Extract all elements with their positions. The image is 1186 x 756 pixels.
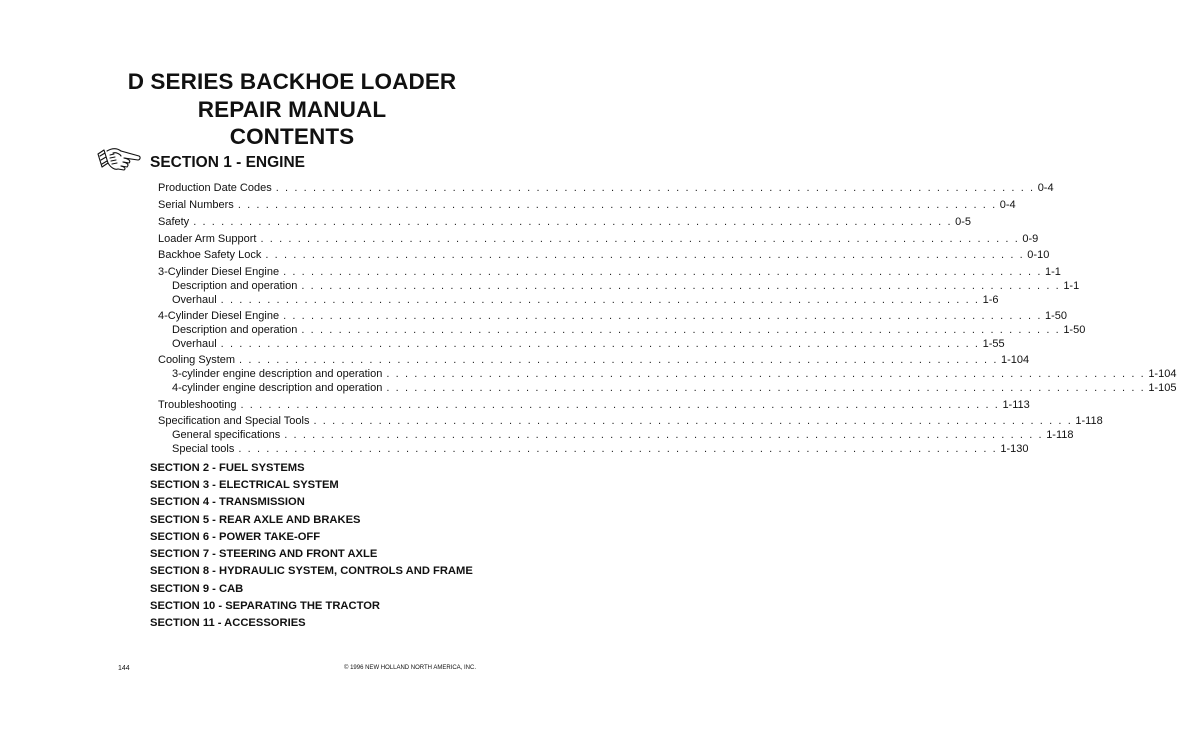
toc-entry-label: 3-Cylinder Diesel Engine — [158, 266, 280, 278]
toc-entry-label: Special tools — [172, 443, 235, 455]
toc-entry-label: 4-cylinder engine description and operation — [172, 382, 383, 394]
title-line-1: D SERIES BACKHOE LOADER — [127, 69, 457, 94]
dot-leader: . . . . . . . . . . . . . . . . . . . . . . . . . . . . . . . . . . . . . . . . . . . . . . . . . . . . . . . . . . . . . . . . . . . . . . . . . . . . . . . . . . — [301, 324, 1061, 336]
title-line-3: CONTENTS — [229, 124, 355, 149]
toc-entry[interactable] — [0, 353, 1030, 367]
toc-entry[interactable] — [0, 442, 1029, 456]
toc-entry-label: Cooling System — [158, 354, 236, 366]
toc-entry[interactable] — [0, 232, 1039, 246]
section-heading[interactable]: SECTION 7 - STEERING AND FRONT AXLE — [150, 548, 378, 560]
toc-entry-page: 1-118 — [1046, 429, 1074, 441]
toc-entry-page: 1-55 — [982, 338, 1005, 350]
section-heading[interactable]: SECTION 9 - CAB — [150, 583, 244, 595]
toc-entry[interactable] — [0, 428, 1074, 442]
toc-entry-page: 1-50 — [1045, 310, 1068, 322]
toc-entry-label: Description and operation — [172, 324, 298, 336]
toc-entry[interactable] — [0, 279, 1080, 293]
section-1-heading: SECTION 1 - ENGINE — [150, 154, 306, 171]
toc-entry[interactable] — [0, 215, 972, 229]
dot-leader: . . . . . . . . . . . . . . . . . . . . . . . . . . . . . . . . . . . . . . . . . . . . . . . . . . . . . . . . . . . . . . . . . . . . . . . . . . . . . . . . . . — [283, 266, 1043, 278]
toc-entry-label: Description and operation — [172, 280, 298, 292]
toc-entry-page: 1-130 — [1000, 443, 1029, 455]
toc-entry[interactable] — [0, 181, 1054, 195]
dot-leader: . . . . . . . . . . . . . . . . . . . . . . . . . . . . . . . . . . . . . . . . . . . . . . . . . . . . . . . . . . . . . . . . . . . . . . . . . . . . . . . . . . — [220, 294, 980, 306]
toc-entry-page: 1-118 — [1075, 415, 1103, 427]
section-heading[interactable]: SECTION 2 - FUEL SYSTEMS — [150, 462, 305, 474]
toc-entry-label: Serial Numbers — [158, 199, 234, 211]
toc-entry-page: 1-104 — [1148, 368, 1177, 380]
section-heading[interactable]: SECTION 4 - TRANSMISSION — [150, 496, 305, 508]
toc-entry[interactable] — [0, 265, 1061, 279]
dot-leader: . . . . . . . . . . . . . . . . . . . . . . . . . . . . . . . . . . . . . . . . . . . . . . . . . . . . . . . . . . . . . . . . . . . . . . . . . . . . . . . . . . — [238, 443, 998, 455]
toc-entry-label: 4-Cylinder Diesel Engine — [158, 310, 280, 322]
dot-leader: . . . . . . . . . . . . . . . . . . . . . . . . . . . . . . . . . . . . . . . . . . . . . . . . . . . . . . . . . . . . . . . . . . . . . . . . . . . . . . . . . . — [275, 182, 1035, 194]
dot-leader: . . . . . . . . . . . . . . . . . . . . . . . . . . . . . . . . . . . . . . . . . . . . . . . . . . . . . . . . . . . . . . . . . . . . . . . . . . . . . . . . . . — [284, 429, 1044, 441]
toc-entry-page: 1-50 — [1063, 324, 1086, 336]
dot-leader: . . . . . . . . . . . . . . . . . . . . . . . . . . . . . . . . . . . . . . . . . . . . . . . . . . . . . . . . . . . . . . . . . . . . . . . . . . . . . . . . . . — [220, 338, 980, 350]
toc-entry-label: Production Date Codes — [158, 182, 272, 194]
toc-entry-label: Safety — [158, 216, 190, 228]
toc-entry[interactable] — [0, 323, 1086, 337]
toc-entry-page: 0-4 — [999, 199, 1016, 211]
toc-entry-label: Troubleshooting — [158, 399, 237, 411]
toc-entry[interactable] — [0, 398, 1030, 412]
toc-entry-label: Loader Arm Support — [158, 233, 257, 245]
dot-leader: . . . . . . . . . . . . . . . . . . . . . . . . . . . . . . . . . . . . . . . . . . . . . . . . . . . . . . . . . . . . . . . . . . . . . . . . . . . . . . . . . . — [265, 249, 1025, 261]
title-line-2: REPAIR MANUAL — [197, 97, 387, 122]
toc-entry[interactable] — [0, 198, 1016, 212]
dot-leader: . . . . . . . . . . . . . . . . . . . . . . . . . . . . . . . . . . . . . . . . . . . . . . . . . . . . . . . . . . . . . . . . . . . . . . . . . . . . . . . . . . — [386, 368, 1146, 380]
toc-entry[interactable] — [0, 293, 999, 307]
dot-leader: . . . . . . . . . . . . . . . . . . . . . . . . . . . . . . . . . . . . . . . . . . . . . . . . . . . . . . . . . . . . . . . . . . . . . . . . . . . . . . . . . . — [260, 233, 1020, 245]
toc-entry-page: 1-1 — [1045, 266, 1061, 278]
toc-entry-label: 3-cylinder engine description and operation — [172, 368, 383, 380]
section-heading[interactable]: SECTION 5 - REAR AXLE AND BRAKES — [150, 514, 361, 526]
dot-leader: . . . . . . . . . . . . . . . . . . . . . . . . . . . . . . . . . . . . . . . . . . . . . . . . . . . . . . . . . . . . . . . . . . . . . . . . . . . . . . . . . . — [313, 415, 1073, 427]
toc-entry-label: Backhoe Safety Lock — [158, 249, 262, 261]
page-number: 144 — [118, 665, 130, 672]
pointing-hand-icon — [96, 141, 142, 175]
toc-entry[interactable] — [0, 414, 1103, 428]
dot-leader: . . . . . . . . . . . . . . . . . . . . . . . . . . . . . . . . . . . . . . . . . . . . . . . . . . . . . . . . . . . . . . . . . . . . . . . . . . . . . . . . . . — [386, 382, 1146, 394]
section-heading[interactable]: SECTION 8 - HYDRAULIC SYSTEM, CONTROLS AND FRAME — [150, 565, 473, 577]
toc-entry-label: Overhaul — [172, 338, 217, 350]
copyright-notice: © 1996 NEW HOLLAND NORTH AMERICA, INC. — [344, 665, 477, 671]
toc-entry[interactable] — [0, 381, 1177, 395]
toc-entry-label: Specification and Special Tools — [158, 415, 310, 427]
section-heading[interactable]: SECTION 3 - ELECTRICAL SYSTEM — [150, 479, 339, 491]
toc-entry-label: Overhaul — [172, 294, 217, 306]
toc-entry-label: General specifications — [172, 429, 281, 441]
section-heading[interactable]: SECTION 6 - POWER TAKE-OFF — [150, 531, 321, 543]
toc-entry[interactable] — [0, 337, 1005, 351]
dot-leader: . . . . . . . . . . . . . . . . . . . . . . . . . . . . . . . . . . . . . . . . . . . . . . . . . . . . . . . . . . . . . . . . . . . . . . . . . . . . . . . . . . — [301, 280, 1061, 292]
toc-entry-page: 0-9 — [1022, 233, 1039, 245]
toc-entry[interactable] — [0, 248, 1050, 262]
toc-entry-page: 1-1 — [1063, 280, 1080, 292]
dot-leader: . . . . . . . . . . . . . . . . . . . . . . . . . . . . . . . . . . . . . . . . . . . . . . . . . . . . . . . . . . . . . . . . . . . . . . . . . . . . . . . . . . — [283, 310, 1043, 322]
section-heading[interactable]: SECTION 11 - ACCESSORIES — [150, 617, 306, 629]
dot-leader: . . . . . . . . . . . . . . . . . . . . . . . . . . . . . . . . . . . . . . . . . . . . . . . . . . . . . . . . . . . . . . . . . . . . . . . . . . . . . . . . . . — [239, 354, 998, 366]
dot-leader: . . . . . . . . . . . . . . . . . . . . . . . . . . . . . . . . . . . . . . . . . . . . . . . . . . . . . . . . . . . . . . . . . . . . . . . . . . . . . . . . . . — [237, 199, 997, 211]
toc-entry-page: 1-6 — [982, 294, 999, 306]
toc-entry-page: 1-105 — [1148, 382, 1177, 394]
toc-entry[interactable] — [0, 367, 1177, 381]
toc-entry-page: 0-10 — [1027, 249, 1050, 261]
section-heading[interactable]: SECTION 10 - SEPARATING THE TRACTOR — [150, 600, 380, 612]
toc-entry-page: 0-5 — [955, 216, 972, 228]
dot-leader: . . . . . . . . . . . . . . . . . . . . . . . . . . . . . . . . . . . . . . . . . . . . . . . . . . . . . . . . . . . . . . . . . . . . . . . . . . . . . . . . . . — [240, 399, 1000, 411]
toc-entry-page: 0-4 — [1037, 182, 1054, 194]
dot-leader: . . . . . . . . . . . . . . . . . . . . . . . . . . . . . . . . . . . . . . . . . . . . . . . . . . . . . . . . . . . . . . . . . . . . . . . . . . . . . . . . . . — [193, 216, 953, 228]
toc-entry-page: 1-104 — [1001, 354, 1030, 366]
toc-entry[interactable] — [0, 309, 1068, 323]
toc-entry-page: 1-113 — [1002, 399, 1030, 411]
